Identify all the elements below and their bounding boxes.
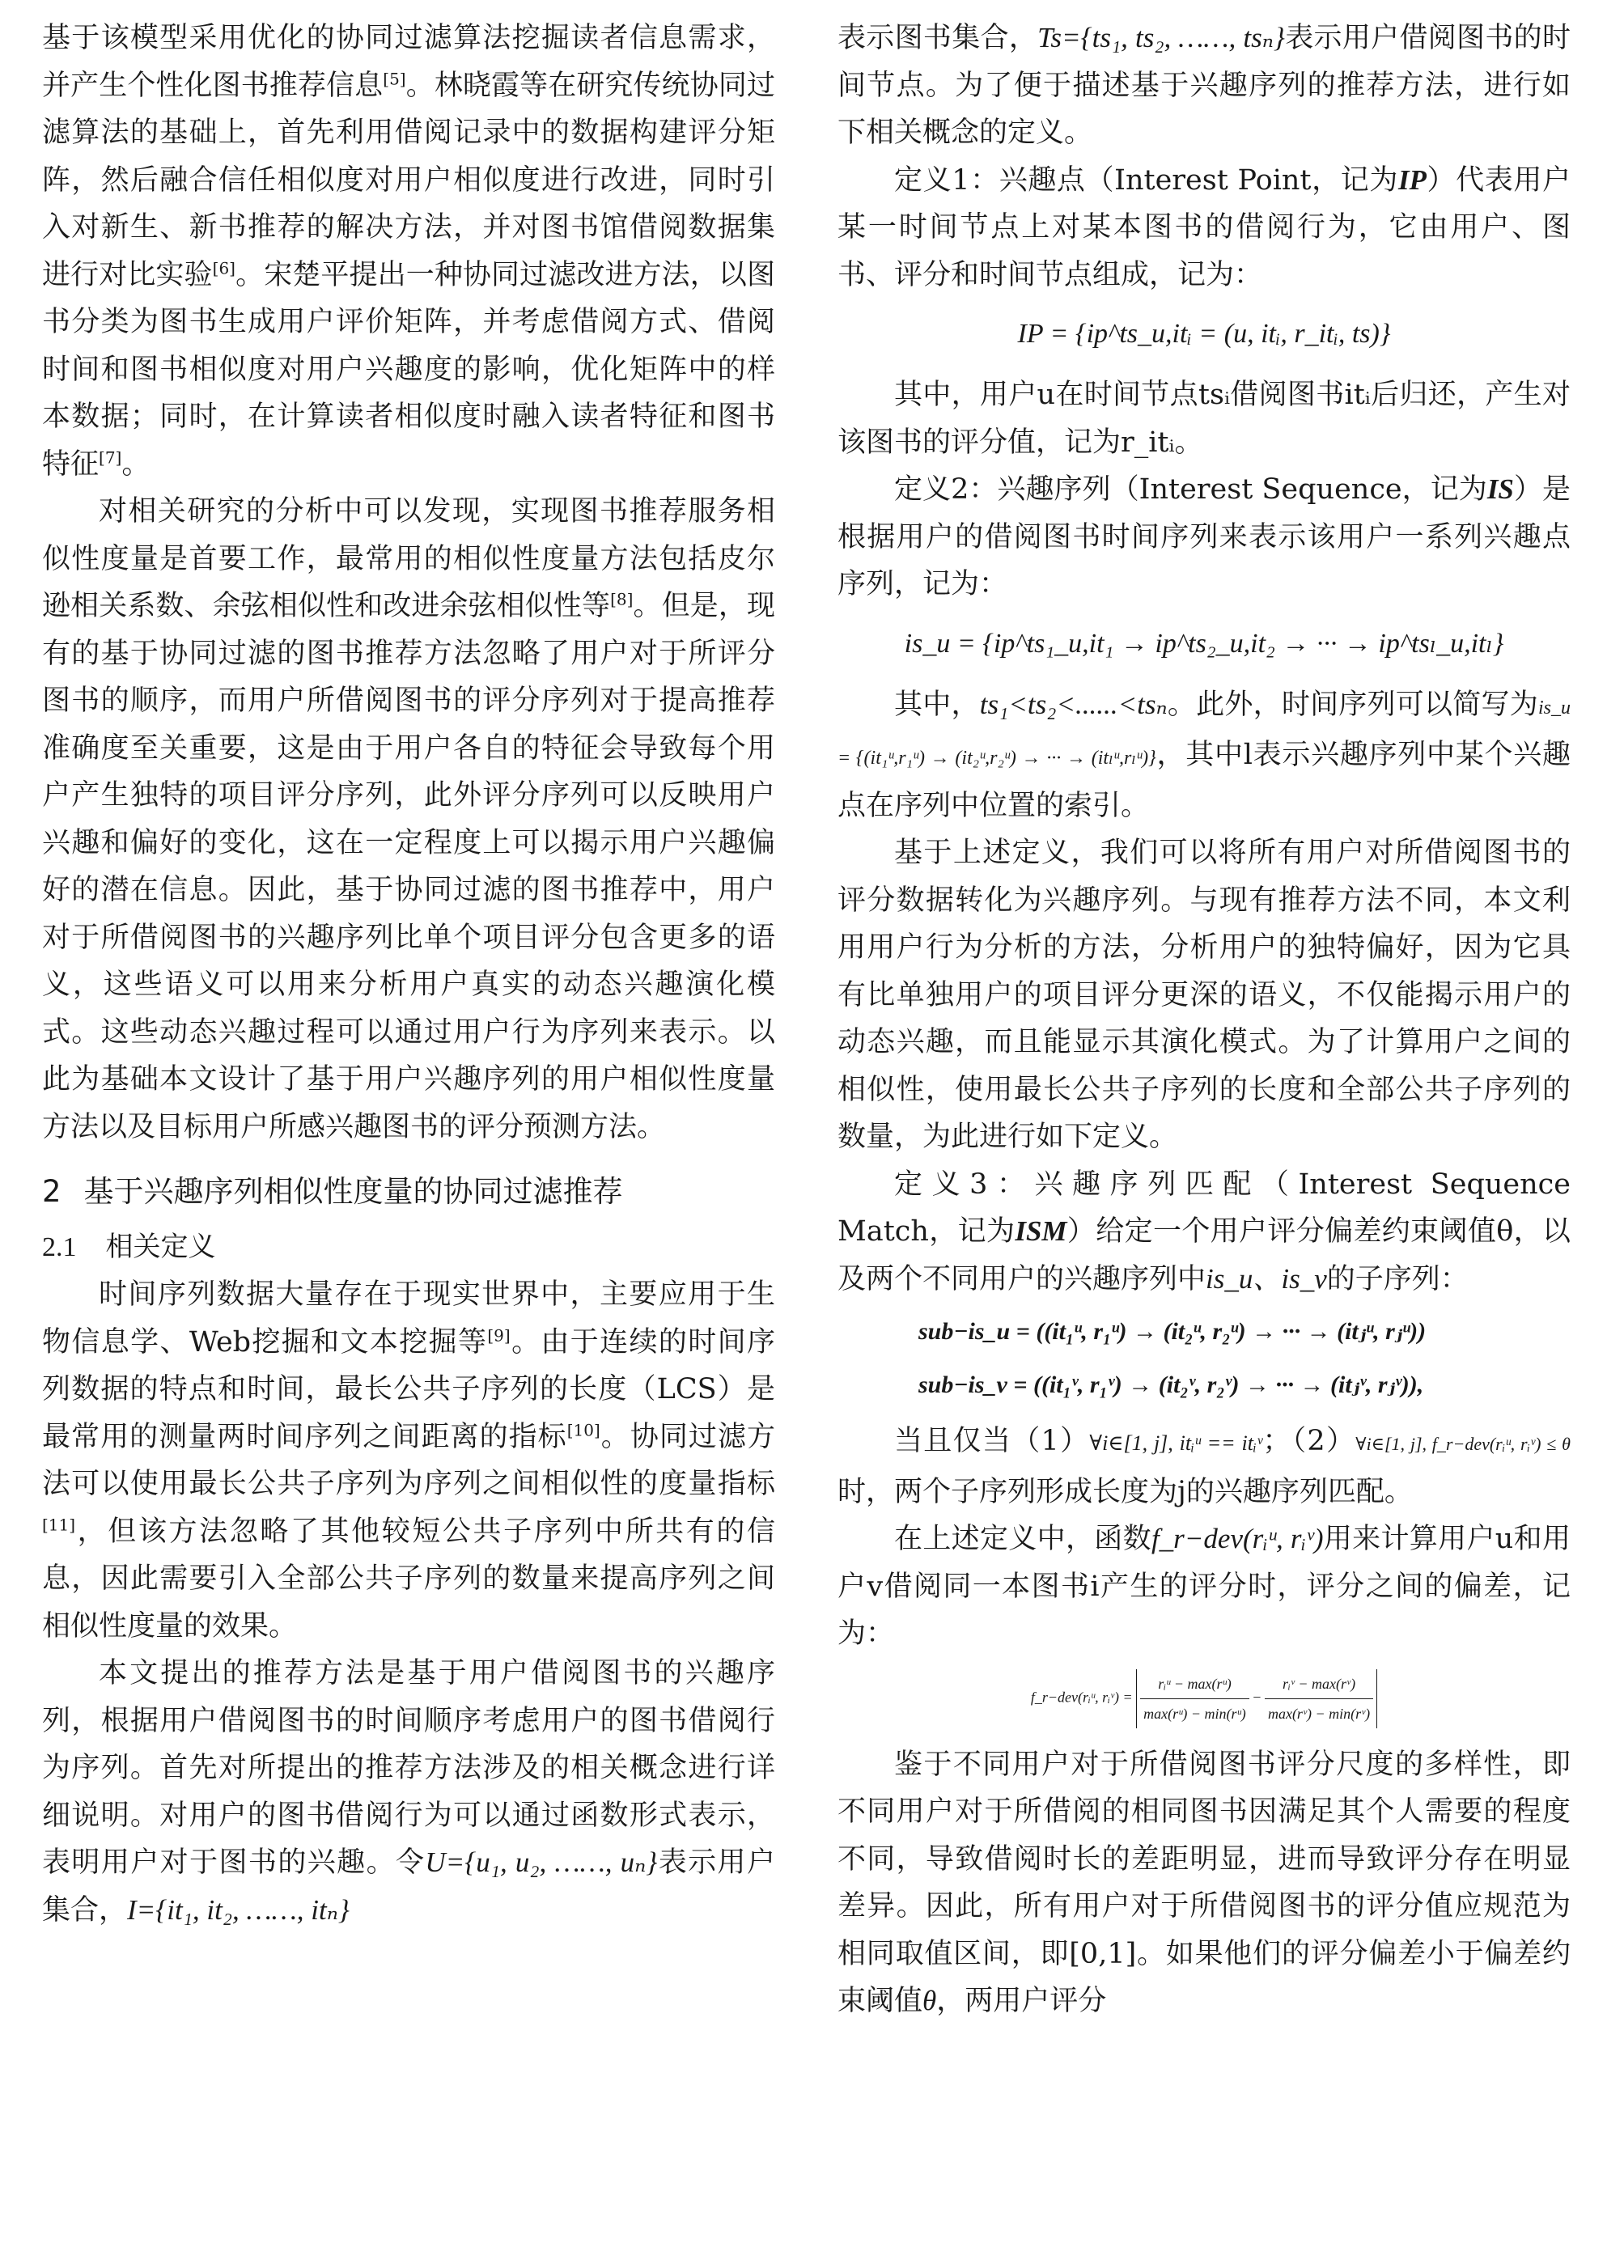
- paragraph: 基于该模型采用优化的协同过滤算法挖掘读者信息需求，并产生个性化图书推荐信息[5]。林晓霞等在研究传统协同过滤算法的基础上，首先利用借阅记录中的数据构建评分矩阵，然后融合信任相似度对用户相似度进行改进，同时引入对新生、新书推荐的解决方法，并对图书馆借阅数据集进行对比实验[6]。宋楚平提出一种协同过滤改进方法，以图书分类为图书生成用户评价矩阵，并考虑借阅方式、借阅时间和图书相似度对用户兴趣度的影响，优化矩阵中的样本数据；同时，在计算读者相似度时融入读者特征和图书特征[7]。: [42, 22, 775, 481]
- math-inline: ∀i∈[1, j], f_r−dev(rᵢᵘ, rᵢᵛ) ≤ θ: [1355, 1434, 1571, 1454]
- paragraph: 其中，用户u在时间节点tsᵢ借阅图书itᵢ后归还，产生对该图书的评分值，记为r_itᵢ。: [837, 379, 1571, 459]
- math-inline: is_u、is_v: [1206, 1262, 1327, 1295]
- right-column: [837, 15, 1571, 2025]
- citation: [9]: [487, 1325, 511, 1345]
- paragraph: 基于上述定义，我们可以将所有用户对所借阅图书的评分数据转化为兴趣序列。与现有推荐方法不同，本文利用用户行为分析的方法，分析用户的独特偏好，因为它具有比单独用户的项目评分更深的语义，不仅能揭示用户的动态兴趣，而且能显示其演化模式。为了计算用户之间的相似性，使用最长公共子序列的长度和全部公共子序列的数量，为此进行如下定义。: [837, 837, 1571, 1153]
- math-inline: θ: [922, 1985, 937, 2016]
- section-title: 基于兴趣序列相似性度量的协同过滤推荐: [83, 1174, 623, 1209]
- paragraph: 在上述定义中，函数f_r−dev(rᵢᵘ, rᵢᵛ)用来计算用户u和用户v借阅同一本图书i产生的评分时，评分之间的偏差，记为：: [837, 1523, 1571, 1650]
- subsection-number: 2.1: [42, 1232, 77, 1262]
- definition: 定义3：兴趣序列匹配（Interest Sequence Match，记为ISM）给定一个用户评分偏差约束阈值θ，以及两个不同用户的兴趣序列中is_u、is_v的子序列：: [837, 1168, 1571, 1295]
- math-inline: U={u₁, u₂, ……, uₙ}: [425, 1846, 658, 1878]
- fraction-v: $\frac{\text{rᵢᵛ − max(rᵛ)}}{\text{max(rᵛ) − min(rᵛ)}}$: [1265, 1669, 1373, 1728]
- left-column: [42, 15, 775, 1934]
- math-inline: ISM: [1015, 1215, 1067, 1247]
- formula-lhs: f_r−dev(rᵢᵘ, rᵢᵛ) =: [1030, 1689, 1133, 1706]
- paragraph: 表示图书集合，Ts={ts₁, ts₂, ……, tsₙ}表示用户借阅图书的时间节点。为了便于描述基于兴趣序列的推荐方法，进行如下相关概念的定义。: [837, 22, 1571, 149]
- formula-abs: $\frac{\text{rᵢᵘ − max(rᵘ)}}{\text{max(rᵘ) − min(rᵘ)}}$ − $\frac{\text{rᵢᵛ − max(rᵛ)}}{\text{max(rᵛ) − min(rᵛ)}}$: [1136, 1669, 1377, 1728]
- formula-group: [837, 1308, 1571, 1410]
- paragraph: 其中，ts₁<ts₂<......<tsₙ。此外，时间序列可以简写为is_u = {(it₁ᵘ,r₁ᵘ) → (it₂ᵘ,r₂ᵘ) → ··· → (itₗᵘ,rₗᵘ)}，其中l表示兴趣序列中某个兴趣点在序列中位置的索引。: [837, 688, 1571, 822]
- math-inline: is_u = {(it₁ᵘ,r₁ᵘ) → (it₂ᵘ,r₂ᵘ) → ··· → (itₗᵘ,rₗᵘ)}: [837, 697, 1571, 769]
- math-inline: ∀i∈[1, j], itᵢᵘ == itᵢᵛ: [1089, 1431, 1263, 1455]
- definition: 定义1：兴趣点（Interest Point，记为IP）代表用户某一时间节点上对某本图书的借阅行为，它由用户、图书、评分和时间节点组成，记为：: [837, 163, 1571, 291]
- paragraph: 本文提出的推荐方法是基于用户借阅图书的兴趣序列，根据用户借阅图书的时间顺序考虑用户的图书借阅行为序列。首先对所提出的推荐方法涉及的相关概念进行详细说明。对用户的图书借阅行为可以通过函数形式表示，表明用户对于图书的兴趣。令U={u₁, u₂, ……, uₙ}表示用户集合，I={it₁, it₂, ……, itₙ}: [42, 1657, 775, 1927]
- section-number: 2: [42, 1174, 61, 1209]
- subsection-heading: [42, 1223, 775, 1271]
- citation: [11]: [42, 1514, 76, 1534]
- formula-sub-is-v: sub−is_v = ((it₁ᵛ, r₁ᵛ) → (it₂ᵛ, r₂ᵛ) → ··· → (itⱼᵛ, rⱼᵛ)),: [918, 1371, 1424, 1398]
- citation: [8]: [610, 589, 634, 609]
- citation: [6]: [212, 257, 235, 278]
- citation: [5]: [383, 68, 406, 88]
- subsection-title: 相关定义: [105, 1231, 216, 1263]
- paragraph: 对相关研究的分析中可以发现，实现图书推荐服务相似性度量是首要工作，最常用的相似性度量方法包括皮尔逊相关系数、余弦相似性和改进余弦相似性等[8]。但是，现有的基于协同过滤的图书推荐方法忽略了用户对于所评分图书的顺序，而用户所借阅图书的评分序列对于提高推荐准确度至关重要，这是由于用户各自的特征会导致每个用户产生独特的项目评分序列，此外评分序列可以反映用户兴趣和偏好的变化，这在一定程度上可以揭示用户兴趣偏好的潜在信息。因此，基于协同过滤的图书推荐中，用户对于所借阅图书的兴趣序列比单个项目评分包含更多的语义，这些语义可以用来分析用户真实的动态兴趣演化模式。这些动态兴趣过程可以通过用户行为序列来表示。以此为基础本文设计了基于用户兴趣序列的用户相似性度量方法以及目标用户所感兴趣图书的评分预测方法。: [42, 495, 775, 1143]
- math-inline: Ts={ts₁, ts₂, ……, tsₙ}: [1037, 22, 1285, 53]
- paragraph: 时间序列数据大量存在于现实世界中，主要应用于生物信息学、Web挖掘和文本挖掘等[9]。由于连续的时间序列数据的特点和时间，最长公共子序列的长度（LCS）是最常用的测量两时间序列之间距离的指标[10]。协同过滤方法可以使用最长公共子序列为序列之间相似性的度量指标[11]，但该方法忽略了其他较短公共子序列中所共有的信息，因此需要引入全部公共子序列的数量来提高序列之间相似性度量的效果。: [42, 1278, 775, 1643]
- definition: 定义2：兴趣序列（Interest Sequence，记为IS）是根据用户的借阅图书时间序列来表示该用户一系列兴趣点序列，记为：: [837, 473, 1571, 600]
- formula-sub-is-u: sub−is_u = ((it₁ᵘ, r₁ᵘ) → (it₂ᵘ, r₂ᵘ) → ··· → (itⱼᵘ, rⱼᵘ)): [918, 1318, 1427, 1345]
- formula-interest-sequence: is_u = {ip^ts₁_u,it₁ → ip^ts₂_u,it₂ → ··· → ip^tsₗ_u,itₗ}: [904, 628, 1504, 659]
- math-inline: I={it₁, it₂, ……, itₙ}: [127, 1893, 350, 1926]
- section-heading: [42, 1168, 775, 1215]
- citation: [7]: [99, 447, 122, 467]
- formula-rating-deviation: [837, 1669, 1571, 1728]
- formula-interest-point: IP = {ip^ts_u,itᵢ = (u, itᵢ, r_itᵢ, ts)}: [1017, 319, 1391, 349]
- math-inline: IS: [1486, 473, 1514, 505]
- citation: [10]: [566, 1419, 600, 1439]
- paragraph: 当且仅当（1）∀i∈[1, j], itᵢᵘ == itᵢᵛ；（2）∀i∈[1, j], f_r−dev(rᵢᵘ, rᵢᵛ) ≤ θ时，两个子序列形成长度为j的兴趣序列匹配。: [837, 1425, 1571, 1508]
- math-inline: ts₁<ts₂<......<tsₙ: [979, 688, 1168, 720]
- paragraph: 鉴于不同用户对于所借阅图书评分尺度的多样性，即不同用户对于所借阅的相同图书因满足其个人需要的程度不同，导致借阅时长的差距明显，进而导致评分存在明显差异。因此，所有用户对于所借阅图书的评分值应规范为相同取值区间，即[0,1]。如果他们的评分偏差小于偏差约束阈值θ，两用户评分: [837, 1748, 1571, 2017]
- fraction-u: $\frac{\text{rᵢᵘ − max(rᵘ)}}{\text{max(rᵘ) − min(rᵘ)}}$: [1140, 1669, 1249, 1728]
- math-inline: f_r−dev(rᵢᵘ, rᵢᵛ): [1151, 1523, 1324, 1554]
- math-inline: IP: [1397, 163, 1427, 196]
